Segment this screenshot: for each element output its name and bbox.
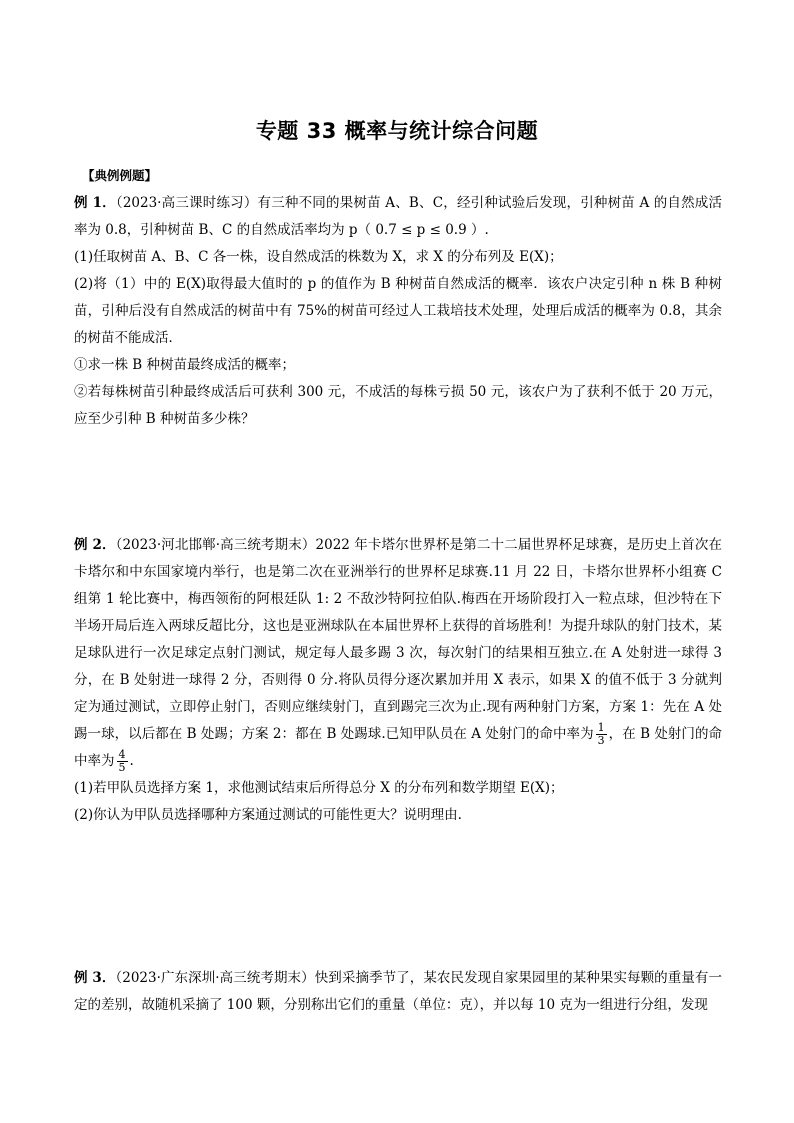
example-2-mid-text: ，在 B 处射门的命中率为 <box>74 726 722 769</box>
example-1-question-2b: ②若每株树苗引种最终成活后可获利 300 元，不成活的每株亏损 50 元，该农户为了获利不低于 20 万元，应至少引种 B 种树苗多少株？ <box>74 384 722 427</box>
fraction-four-fifths: $\frac{4}{5}$ <box>118 748 126 774</box>
example-2-text: （2023·河北邯郸·高三统考期末）2022 年卡塔尔世界杯是第二十二届世界杯足球赛，是历史上首次在卡塔尔和中东国家境内举行，也是第二次在亚洲举行的世界杯足球赛.11 月 22 日，卡塔尔世界杯小组赛 C 组第 1 轮比赛中，梅西领衔的阿根廷队 1: 2 不敌沙特阿拉伯队.梅西在开场阶段打入一粒点球，但沙特在下半场开局后连入两球反超比分，这也是亚洲球队在本届世界杯上获得的首场胜利！为提升球队的射门技术，某足球队进行一次足球定点射门测试，规定每人最多踢 3 次，每次射门的结果相互独立.在 A 处射进一球得 3 分，在 B 处射进一球得 2 分，否则得 0 分.将队员得分逐次累加并用 X 表示，如果 X 的值不低于 3 分就判定为通过测试，立即停止射门，否则应继续射门，直到踢完三次为止.现有两种射门方案，方案 1：先在 A 处踢一球，以后都在 B 处踢；方案 2：都在 B 处踢球.已知甲队员在 A 处射门的命中率为 <box>74 537 722 742</box>
example-1 <box>74 190 722 433</box>
example-1-question-1: (1)任取树苗 A、B、C 各一株，设自然成活的株数为 X，求 X 的分布列及 E(X)； <box>74 249 563 265</box>
example-1-intro <box>74 190 722 244</box>
example-2-question-1: (1)若甲队员选择方案 1，求他测试结束后所得总分 X 的分布列和数学期望 E(X)； <box>74 780 564 796</box>
example-3-intro <box>74 965 722 1019</box>
example-2-intro: 例 2．（2023·河北邯郸·高三统考期末）2022 年卡塔尔世界杯是第二十二届世界杯足球赛，是历史上首次在卡塔尔和中东国家境内举行，也是第二次在亚洲举行的世界杯足球赛.11 月 22 日，卡塔尔世界杯小组赛 C 组第 1 轮比赛中，梅西领衔的阿根廷队 1: 2 不敌沙特阿拉伯队.梅西在开场阶段打入一粒点球，但沙特在下半场开局后连入两球反超比分，这也是亚洲球队在本届世界杯上获得的首场胜利！为提升球队的射门技术，某足球队进行一次足球定点射门测试，规定每人最多踢 3 次，每次射门的结果相互独立.在 A 处射进一球得 3 分，在 B 处射进一球得 2 分，否则得 0 分.将队员得分逐次累加并用 X 表示，如果 X 的值不低于 3 分就判定为通过测试，立即停止射门，否则应继续射门，直到踢完三次为止.现有两种射门方案，方案 1：先在 A 处踢一球，以后都在 B 处踢；方案 2：都在 B 处踢球.已知甲队员在 A 处射门的命中率为 $\frac{1}{3}$ ，在 B 处射门的命中率为 $\frac{4}{5}$ . <box>74 537 722 774</box>
example-2-label: 例 2． <box>74 537 116 553</box>
example-1-label: 例 1． <box>74 195 116 211</box>
example-1-text: （2023·高三课时练习）有三种不同的果树苗 A、B、C，经引种试验后发现，引种树苗 A 的自然成活率为 0.8，引种树苗 B、C 的自然成活率均为 p（ 0.7 ≤ p ≤ 0.9 ）. <box>74 195 722 238</box>
fraction-one-third: $\frac{1}{3}$ <box>597 721 605 747</box>
section-heading: 【典例例题】 <box>82 168 158 183</box>
example-2-question-2: (2)你认为甲队员选择哪种方案通过测试的可能性更大？说明理由. <box>74 807 462 823</box>
example-3 <box>74 965 722 1019</box>
example-1-question-2a: ①求一株 B 种树苗最终成活的概率； <box>74 357 296 373</box>
page-title: 专题 33 概率与统计综合问题 <box>255 119 539 143</box>
example-3-label: 例 3． <box>74 970 116 986</box>
example-2 <box>74 532 722 829</box>
example-3-text: （2023·广东深圳·高三统考期末）快到采摘季节了，某农民发现自家果园里的某种果实每颗的重量有一定的差别，故随机采摘了 100 颗，分别称出它们的重量（单位：克），并以每 10 克为一组进行分组，发现 <box>74 970 722 1013</box>
example-1-question-2: (2)将（1）中的 E(X)取得最大值时的 p 的值作为 B 种树苗自然成活的概率．该农户决定引种 n 株 B 种树苗，引种后没有自然成活的树苗中有 75%的树苗可经过人工栽培技术处理，处理后成活的概率为 0.8，其余的树苗不能成活． <box>74 276 722 346</box>
